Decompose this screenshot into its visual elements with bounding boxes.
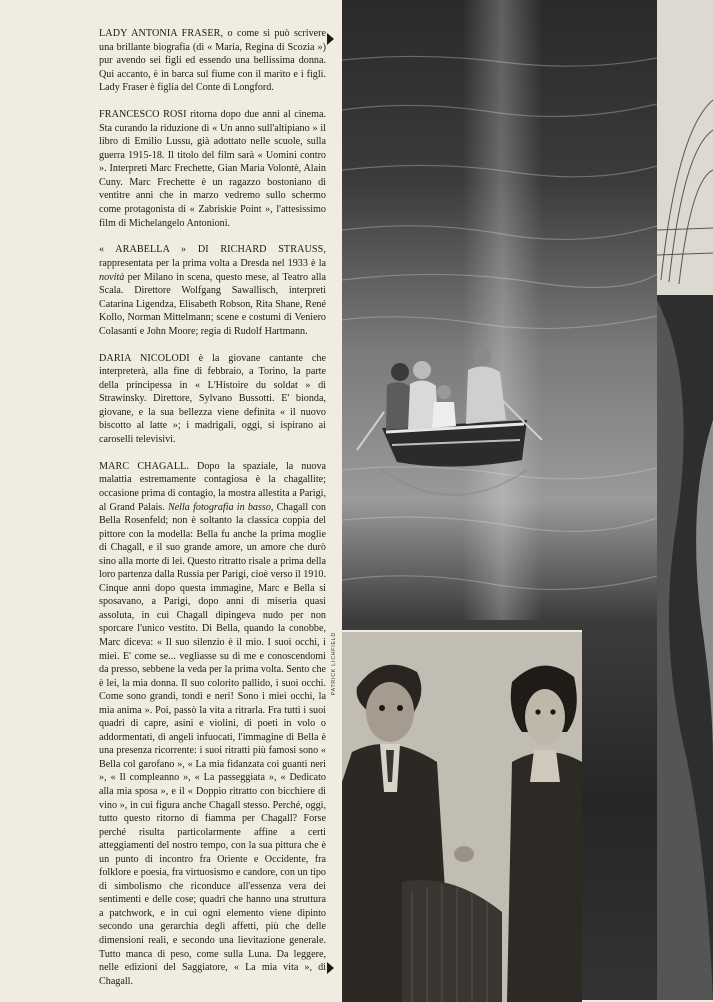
paragraph-emphasis: novità [99,271,125,283]
end-arrow-icon [327,962,334,974]
bella-figure [507,666,582,1002]
paragraph-arabella [99,243,326,338]
paragraph-head: DARIA NICOLODI [99,352,190,364]
paragraph-head: LADY ANTONIA FRASER, [99,28,224,39]
photo-right-strip [657,0,713,1000]
article-text-column [99,27,326,988]
paragraph-chagall [99,460,326,988]
paragraph-nicolodi [99,352,326,447]
paragraph-body: Dopo la spaziale, la nuova malattia estremamente contagiosa è la chagallite; occasione prima di contagio, la mostra allestita a Parigi, al Grand Palais. [99,460,326,513]
paragraph-body: o come si può scrivere una brillante biografia (di « Maria, Regina di Scozia ») pur avendo sei figli ed essendo una bellissima donna. Qui accanto, è in barca sul fiume con il marito e i figli. Lady Fraser è figlia del Conte di Longford. [99,28,326,94]
photo-chagall-svg [342,632,582,1002]
paragraph-rosi [99,108,326,230]
photo-credit: PATRICK LICHFIELD [331,632,337,696]
paragraph-emphasis: Nella fotografia in basso, [167,501,274,513]
continue-arrow-icon [327,33,334,45]
paragraph-body: rappresentata per la prima volta a Dresda nel 1933 è la [99,257,326,269]
paragraph-head: MARC CHAGALL. [99,460,190,472]
paragraph-body-cont: per Milano in scena, questo mese, al Teatro alla Scala. Direttore Wolfgang Sawallisch, interpreti Catarina Ligendza, Elisabeth Robson, Rita Shane, René Kollo, Norman Mittelmann; scene e costumi di Veniero Colasanti e John Moore; regia di Rudolf Hartmann. [99,271,326,337]
paragraph-body-cont: Chagall con Bella Rosenfeld; non è soltanto la classica coppia del pittore con la modella: Bella fu anche la prima moglie di Chagall, e il suo grande amore, un amore che durò sino alla morte di lei. Questo ritratto risale a prima della loro partenza dalla Russia per Parigi, cioè verso il 1910. Cinque anni dopo questa immagine, Marc e Bella si sposavano, a Parigi, dopo anni di miseria quasi assoluta, in cui Chagall dipingeva nudo per non sporcare l'unico vestito. Di Bella, quando la conobbe, Marc diceva: « Il suo silenzio è il mio. I suoi occhi, i miei. E' come se... vegliasse su di me e conoscendomi da presso, sebbene la veda per la prima volta. Sento che è lei, la mia donna. Il suo colorito pallido, i suoi occhi. Come sono grandi, tondi e neri! Sono i miei occhi, la mia anima ». Poi, passò la vita a ritrarla. Fra tutti i suoi quadri di capre, asini e violini, di poeti in volo o addormentati, di angeli infuocati, l'immagine di Bella è una presenza ricorrente: i suoi ritratti più famosi sono « Bella col garofano », « La mia fidanzata coi guanti neri », « Il compleanno », « La passeggiata », « Dedicato alla mia sposa », e il « Doppio ritratto con bicchiere di vino », in cui figura anche Chagall stesso. Perché, oggi, tutto questo ritorno di fiamma per Chagall? Forse perché risulta particolarmente affine a certi atteggiamenti del nostro tempo, con la sua pittura che è un punto di incontro fra Oriente e Occidente, fra folklore e poesia, fra virtuosismo e candore, con un tipo di simbolismo che riconduce all'essenza vera dei sentimenti e delle cose; quadri che hanno una struttura a patchwork, e in cui ogni elemento viene dipinto secondo una gerarchia degli affetti, più che delle dimensioni reali, e secondo una lievitazione generale. Tutto manca di peso, come sulla Luna. Da leggere, nelle edizioni del Saggiatore, « La mia vita », di Chagall. [99,501,326,987]
paragraph-head: FRANCESCO ROSI [99,109,187,121]
photo-chagall-bella [342,630,582,1002]
paragraph-body: è la giovane cantante che interpreterà, alla fine di febbraio, a Torino, la parte della principessa in « L'Histoire du soldat » di Strawinsky. Direttore, Sylvano Bussotti. E' bionda, giovane, e la sua bellezza viene definita « il nuovo biscotto al latte »; i madrigali, oggi, si ispirano ai caroselli televisivi. [99,352,326,445]
paragraph-body: ritorna dopo due anni al cinema. Sta curando la riduzione di « Un anno sull'altipiano » il libro di Emilio Lussu, già adottato nelle scuole, sulla guerra 1915-18. Il titolo del film sarà « Uomini contro ». Interpreti Marc Frechette, Gian Maria Volontè, Alain Cuny. Marc Frechette è un ragazzo bostoniano di ventitre anni che in marzo vedremo sullo schermo come protagonista di « Zabriskie Point », l'attesissimo film di Michelangelo Antonioni. [99,109,326,229]
paragraph-head: « ARABELLA » DI RICHARD STRAUSS, [99,244,326,256]
paragraph-fraser [99,27,326,95]
photo-right-strip-svg [657,0,713,1000]
